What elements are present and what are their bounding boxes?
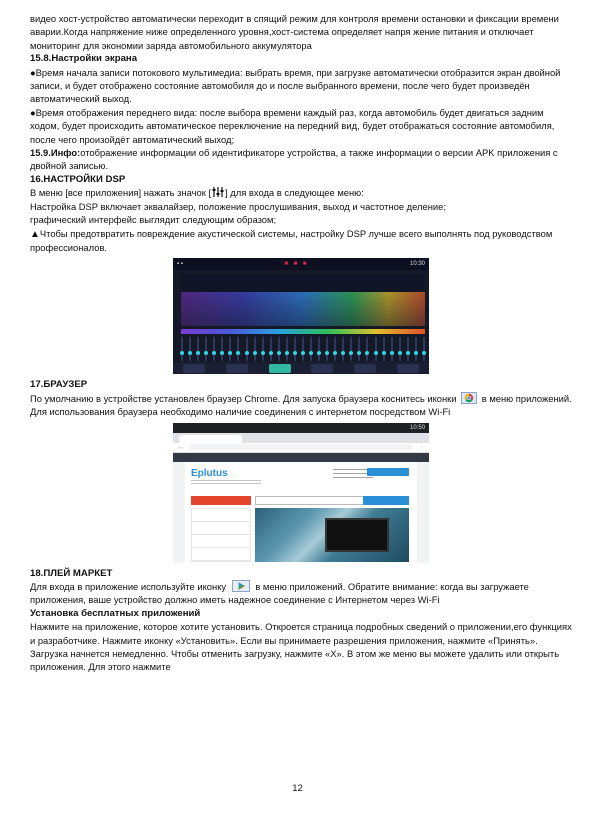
paragraph-browser: По умолчанию в устройстве установлен браузер Chrome. Для запуска браузера коснитесь иконки в меню приложений. Для использования браузера необходимо наличие соединения с интернетом посредством Wi-Fi [30,392,572,418]
browser-tab [179,435,242,443]
paragraph-front-view-time: ●Время отображения переднего вида: после выбора времени каждый раз, когда автомобиль будет двигаться задним ходом, будет происходить автоматическое переключение на передний вид, будет отображаться состояние автомобиля, после чего произойдёт автоматический выход; [30,106,555,145]
seat-position-icon [397,364,419,373]
play-store-icon [232,580,250,592]
heading-17: 17.БРАУЗЕР [30,379,88,391]
status-time: 10:50 [409,424,425,431]
site-nav [173,453,429,462]
dsp-screenshot [173,258,429,374]
equalizer-icon [211,187,225,197]
eq-sliders [181,337,425,361]
paragraph-record-start-time: ●Время начала записи потокового мультимедиа: выбрать время, при загрузке автоматически отобразится экран двойной записи, и будет отображено состояние автомобиля до и после выбранного времени, после чего будет произведён автоматический выход. [30,66,561,105]
paragraph-dsp-warning: ▲Чтобы предотвратить повреждение акустической системы, настройку DSP лучше всего выполнять под руководством профессионалов. [30,227,553,253]
paragraph-dsp-entry: В меню [все приложения] нажать значок [ ] для входа в следующее меню: [30,187,364,199]
reset-icon [226,364,248,373]
browser-screenshot [173,423,429,563]
banner-image [255,508,409,562]
page-content [30,12,572,674]
eq-curve-area [181,274,425,326]
dsp-toolbar [173,362,429,374]
paragraph-dashcam-sleep: видео хост-устройство автоматически переходит в спящий режим для контроля времени остановки и фиксации времени аварии.Когда напряжение ниже определенного уровня,хост-система определяет напря жение питания и отключает мониторинг для экономии заряда автомобильного аккумулятора [30,13,559,51]
heading-16: 16.НАСТРОЙКИ DSP [30,173,126,185]
catalog-button [191,496,251,505]
cart-button [367,468,409,476]
paragraph-info: 15.9.Инфо:отображение информации об идентификаторе устройства, а также информации о версии APK приложения с двойной записью. [30,147,558,172]
equalizer-tab-icon [269,364,291,373]
save-icon [183,364,205,373]
status-time: 10:30 [409,261,425,268]
heading-15-8: 15.8.Настройки экрана [30,53,138,65]
heading-free-apps: Установка бесплатных приложений [30,607,201,619]
paragraph-dsp-features: Настройка DSP включает эквалайзер, положение прослушивания, выход и частотное деление; [30,200,446,212]
status-bar: ▪ ▪ ■ ■ ■ 10:30 [173,258,429,270]
website [185,462,417,563]
paragraph-playmarket: Для входа в приложение используйте иконку в меню приложений. Обратите внимание: когда вы загружаете приложения, ваше устройство должно иметь надежное соединение с Интернетом через Wi-Fi [30,580,529,606]
category-menu [191,508,251,562]
select-button [363,496,409,505]
status-bar [173,423,429,433]
page-number: 12 [292,783,303,794]
warning-icon: ▲ [30,228,40,240]
speaker-icon [354,364,376,373]
paragraph-install: Нажмите на приложение, которое хотите установить. Откроется страница подробных сведений о приложении,его функциях и разработчике. Нажмите иконку «Установить». Если вы принимаете разрешения приложения, нажмите «Принять». Загрузка начнется немедленно. Чтобы отменить загрузку, нажмите «X». В этом же меню вы можете удалить или открыть приложения. Для этого нажмите [30,621,572,673]
heading-18: 18.ПЛЕЙ МАРКЕТ [30,567,113,579]
site-logo: Eplutus [191,467,228,479]
address-bar: ‹ › ⋮ [173,443,429,453]
band-labels [181,329,425,334]
paragraph-dsp-gui: графический интерфейс выглядит следующим образом; [30,214,277,226]
browser-tabs [173,433,429,443]
site-search [255,496,365,505]
crossover-icon [311,364,333,373]
heading-15-9: 15.9.Инфо: [30,147,81,159]
chrome-icon [461,392,477,404]
